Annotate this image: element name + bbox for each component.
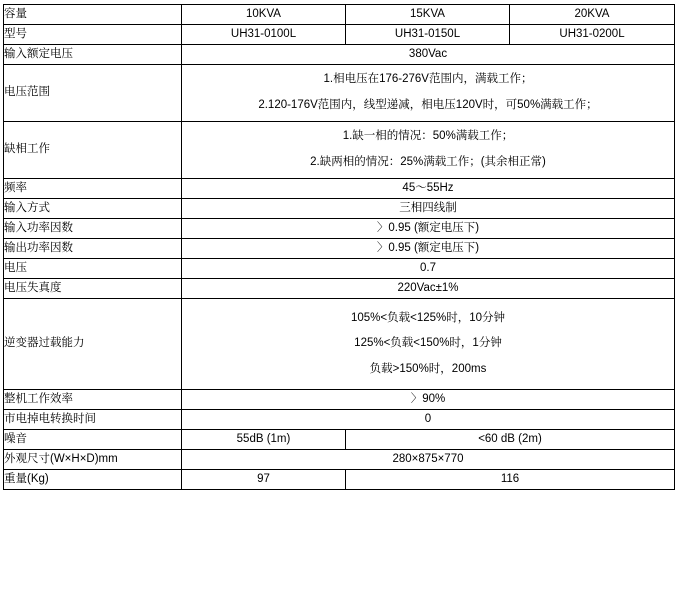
row-value-line: 负载>150%时，200ms: [369, 362, 487, 375]
row-label: 逆变器过载能力: [4, 299, 182, 390]
specification-table: [3, 4, 675, 490]
table-row: [4, 299, 675, 390]
row-value: 0.7: [182, 259, 675, 279]
table-row: [4, 45, 675, 65]
row-label: 型号: [4, 25, 182, 45]
row-value-group: [182, 299, 675, 390]
table-row: [4, 410, 675, 430]
table-row: [4, 470, 675, 490]
row-value: <60 dB (2m): [346, 430, 675, 450]
row-label: 电压范围: [4, 65, 182, 122]
table-row: [4, 219, 675, 239]
row-label: 市电掉电转换时间: [4, 410, 182, 430]
table-row: [4, 25, 675, 45]
row-value: 20KVA: [510, 5, 675, 25]
row-label: 频率: [4, 179, 182, 199]
row-value: 220Vac±1%: [182, 279, 675, 299]
row-label: 噪音: [4, 430, 182, 450]
table-row: [4, 279, 675, 299]
row-label: 容量: [4, 5, 182, 25]
row-label: 电压失真度: [4, 279, 182, 299]
row-value: 15KVA: [346, 5, 510, 25]
row-value-line: 1.缺一相的情况：50%满载工作；: [342, 130, 514, 143]
table-row: [4, 199, 675, 219]
table-row: [4, 390, 675, 410]
row-value: UH31-0150L: [346, 25, 510, 45]
row-value-line: 2.120-176V范围内，线型递减，相电压120V时，可50%满载工作；: [258, 99, 598, 111]
row-value: 45～55Hz: [182, 179, 675, 199]
row-label: 重量(Kg): [4, 470, 182, 490]
row-value: UH31-0200L: [510, 25, 675, 45]
row-value-group: [182, 65, 675, 122]
row-value: 〉90%: [182, 390, 675, 410]
row-label: 整机工作效率: [4, 390, 182, 410]
table-row: [4, 122, 675, 179]
table-row: [4, 450, 675, 470]
row-value: 〉0.95 (额定电压下): [182, 219, 675, 239]
row-value: 三相四线制: [182, 199, 675, 219]
row-value: 97: [182, 470, 346, 490]
table-row: [4, 259, 675, 279]
row-value: 116: [346, 470, 675, 490]
row-value-line: 2.缺两相的情况：25%满载工作；(其余相正常): [310, 156, 546, 168]
table-row: [4, 430, 675, 450]
table-row: [4, 239, 675, 259]
row-label: 输入功率因数: [4, 219, 182, 239]
row-label: 输出功率因数: [4, 239, 182, 259]
row-value: 10KVA: [182, 5, 346, 25]
row-value-line: 1.相电压在176-276V范围内，满载工作；: [323, 73, 533, 86]
row-value: UH31-0100L: [182, 25, 346, 45]
row-value-group: [182, 122, 675, 179]
row-value: 55dB (1m): [182, 430, 346, 450]
specification-table-body: [4, 5, 675, 490]
table-row: [4, 179, 675, 199]
row-label: 电压: [4, 259, 182, 279]
row-value: 0: [182, 410, 675, 430]
table-row: [4, 65, 675, 122]
row-value: 380Vac: [182, 45, 675, 65]
row-label: 输入方式: [4, 199, 182, 219]
row-label: 输入额定电压: [4, 45, 182, 65]
row-value: 〉0.95 (额定电压下): [182, 239, 675, 259]
row-value: 280×875×770: [182, 450, 675, 470]
row-label: 外观尺寸(W×H×D)mm: [4, 450, 182, 470]
row-value-line: 125%<负载<150%时，1分钟: [354, 337, 502, 350]
row-value-line: 105%<负载<125%时，10分钟: [350, 311, 506, 324]
row-label: 缺相工作: [4, 122, 182, 179]
table-row: [4, 5, 675, 25]
